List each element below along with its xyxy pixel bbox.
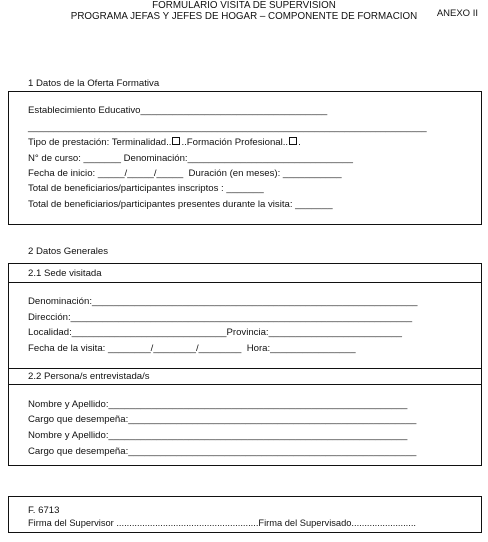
firmas-row[interactable]: Firma del Supervisor .......................................................Firma del Supervisado......................... xyxy=(28,518,416,528)
sede-fecha-visita-field[interactable]: Fecha de la visita: ________/________/________ Hora:________________ xyxy=(28,343,356,354)
sede-heading-divider xyxy=(8,282,482,283)
section2-heading: 2 Datos Generales xyxy=(28,246,108,257)
persona-heading: 2.2 Persona/s entrevistada/s xyxy=(28,371,150,382)
persona-heading-divider xyxy=(8,384,482,385)
form-title: FORMULARIO VISITA DE SUPERVISION xyxy=(152,0,336,11)
tipo-prefix: Tipo de prestación: Terminalidad.. xyxy=(28,137,172,148)
persona-nombre1-field[interactable]: Nombre y Apellido:________________________________________________________ xyxy=(28,399,408,410)
inscriptos-field[interactable]: Total de beneficiarios/participantes inscriptos : _______ xyxy=(28,183,264,194)
tipo-suffix: . xyxy=(298,137,301,148)
form-subtitle: PROGRAMA JEFAS Y JEFES DE HOGAR – COMPONENTE DE FORMACION xyxy=(70,11,418,22)
presentes-field[interactable]: Total de beneficiarios/participantes presentes durante la visita: _______ xyxy=(28,199,333,210)
section1-heading: 1 Datos de la Oferta Formativa xyxy=(28,78,160,89)
persona-top-divider xyxy=(8,368,482,369)
persona-cargo1-field[interactable]: Cargo que desempeña:______________________________________________________ xyxy=(28,414,417,425)
fecha-inicio-field[interactable]: Fecha de inicio: _____/_____/_____ Duración (en meses): ___________ xyxy=(28,168,342,179)
sede-direccion-field[interactable]: Dirección:________________________________________________________________ xyxy=(28,312,413,323)
persona-cargo2-field[interactable]: Cargo que desempeña:______________________________________________________ xyxy=(28,446,417,457)
sede-localidad-field[interactable]: Localidad:_____________________________Provincia:_________________________ xyxy=(28,327,402,338)
establecimiento-field[interactable]: Establecimiento Educativo___________________________________ xyxy=(28,105,328,116)
tipo-mid: ..Formación Profesional.. xyxy=(181,137,289,148)
terminalidad-checkbox[interactable] xyxy=(172,137,180,145)
sede-denominacion-field[interactable]: Denominación:_____________________________________________________________ xyxy=(28,296,418,307)
section1-blank-line[interactable]: ______________________________________________________________________________ xyxy=(28,122,427,132)
formacion-profesional-checkbox[interactable] xyxy=(289,137,297,145)
form-number: F. 6713 xyxy=(28,505,60,516)
curso-field[interactable]: N° de curso: _______ Denominación:_______________________________ xyxy=(28,153,353,164)
sede-heading: 2.1 Sede visitada xyxy=(28,268,102,279)
annex-label: ANEXO II xyxy=(436,8,478,19)
persona-nombre2-field[interactable]: Nombre y Apellido:________________________________________________________ xyxy=(28,430,408,441)
tipo-prestacion-row xyxy=(28,137,301,149)
